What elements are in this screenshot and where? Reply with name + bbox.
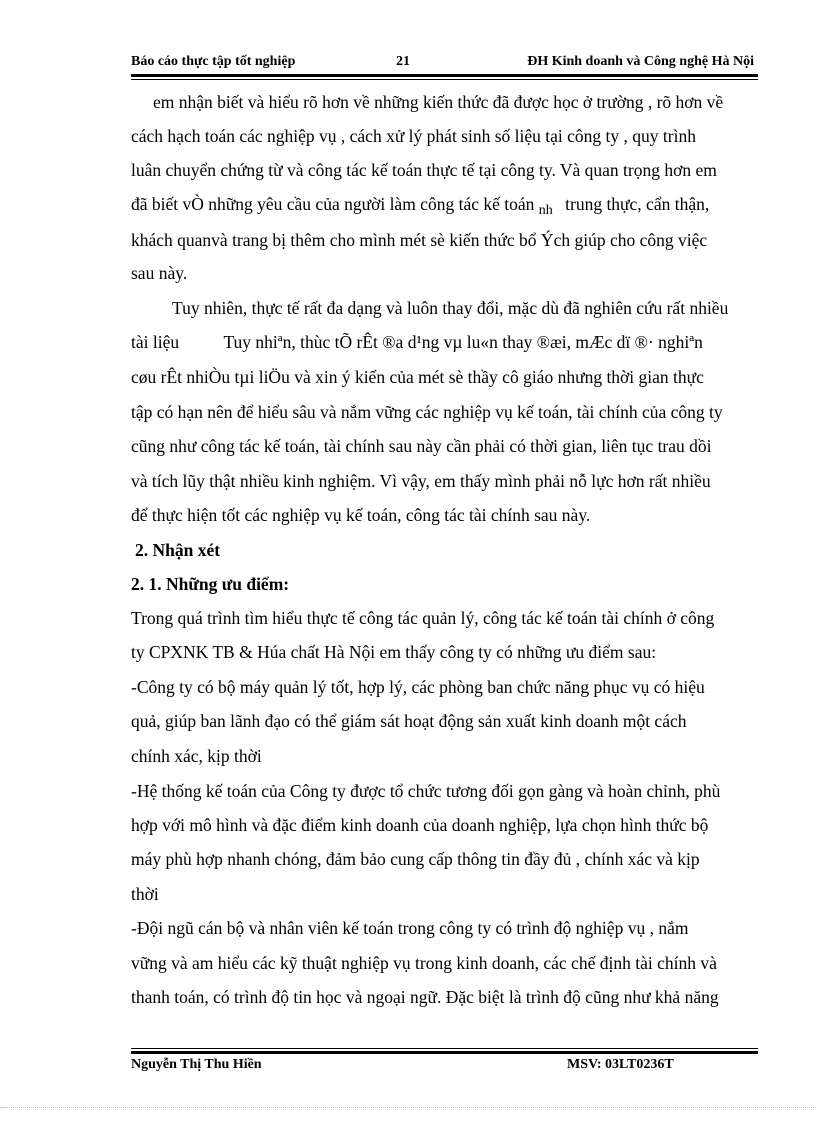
- body-line: cách hạch toán các nghiệp vụ , cách xử lý phát sinh số liệu tại công ty , quy trình: [131, 126, 696, 146]
- body-line: thanh toán, có trình độ tin học và ngoại ngữ. Đặc biệt là trình độ cũng như khả năng: [131, 987, 719, 1007]
- footer-author: Nguyễn Thị Thu Hiền: [131, 1057, 262, 1072]
- body-line-part: đã biết vÒ những yêu cầu của người làm công tác kế toán: [131, 194, 535, 214]
- body-line-part: trung thực, cẩn thận,: [565, 194, 710, 214]
- body-line: tập có hạn nên để hiểu sâu và nắm vững các nghiệp vụ kế toán, tài chính của công ty: [131, 402, 723, 422]
- body-line: em nhận biết và hiểu rõ hơn về những kiến thức đã được học ở trường , rõ hơn về: [153, 92, 724, 112]
- body-line: thời: [131, 884, 159, 904]
- body-line: [131, 193, 709, 218]
- body-line-subscript: nh: [538, 203, 553, 218]
- body-line: để thực hiện tốt các nghiệp vụ kế toán, công tác tài chính sau này.: [131, 505, 591, 525]
- body-line-part: Tuy nhiªn, thùc tÕ rÊt ®a d¹ng vµ lu«n thay ®æi, mÆc dï ®· nghiªn: [223, 332, 703, 352]
- body-line: sau này.: [131, 263, 188, 283]
- header-report-title: Báo cáo thực tập tốt nghiệp: [131, 54, 296, 69]
- footer-rule-thick: [131, 1051, 758, 1054]
- header-page-number: 21: [396, 54, 410, 69]
- body-line: quả, giúp ban lãnh đạo có thể giám sát hoạt động sản xuất kinh doanh một cách: [131, 711, 687, 731]
- page-bottom-edge: [0, 1107, 816, 1108]
- body-line: máy phù hợp nhanh chóng, đảm bảo cung cấp thông tin đầy đủ , chính xác và kịp: [131, 849, 700, 869]
- body-line-part: tài liệu: [131, 332, 180, 352]
- body-line: cũng như công tác kế toán, tài chính sau này cần phải có thời gian, liên tục trau dồi: [131, 436, 712, 456]
- body-line: luân chuyển chứng từ và công tác kế toán thực tế tại công ty. Và quan trọng hơn em: [131, 160, 717, 180]
- section-heading: 2. Nhận xét: [135, 540, 221, 560]
- body-line: Tuy nhiên, thực tế rất đa dạng và luôn thay đổi, mặc dù đã nghiên cứu rất nhiều: [172, 298, 729, 318]
- body-line: -Hệ thống kế toán của Công ty được tổ chức tương đối gọn gàng và hoàn chỉnh, phù: [131, 781, 721, 801]
- header-rule-thin: [131, 79, 758, 80]
- body-line: cøu rÊt nhiÒu tµi liÖu và xin ý kiến của mét sè thầy cô giáo nhưng thời gian thực: [131, 367, 704, 387]
- body-line: ty CPXNK TB & Húa chất Hà Nội em thấy công ty có những ưu điểm sau:: [131, 642, 657, 662]
- body-line: hợp với mô hình và đặc điểm kinh doanh của doanh nghiệp, lựa chọn hình thức bộ: [131, 815, 709, 835]
- page-header: [131, 52, 754, 72]
- footer-student-id: MSV: 03LT0236T: [567, 1057, 674, 1072]
- body-line: -Công ty có bộ máy quản lý tốt, hợp lý, các phòng ban chức năng phục vụ có hiệu: [131, 677, 705, 697]
- body-line: [131, 331, 703, 353]
- body-line: -Đội ngũ cán bộ và nhân viên kế toán trong công ty có trình độ nghiệp vụ , nắm: [131, 918, 689, 938]
- body-line: vững và am hiểu các kỹ thuật nghiệp vụ trong kinh doanh, các chế định tài chính và: [131, 953, 717, 973]
- body-line: Trong quá trình tìm hiểu thực tế công tác quản lý, công tác kế toán tài chính ở công: [131, 608, 715, 628]
- body-line: và tích lũy thật nhiều kinh nghiệm. Vì vậy, em thấy mình phải nỗ lực hơn rất nhiều: [131, 471, 711, 491]
- body-line: khách quanvà trang bị thêm cho mình mét sè kiến thức bổ Ých giúp cho công việc: [131, 230, 708, 250]
- footer-rule-thin: [131, 1048, 758, 1049]
- body-line: chính xác, kịp thời: [131, 746, 262, 766]
- subsection-heading: 2. 1. Những ưu điểm:: [131, 574, 290, 594]
- header-university: ĐH Kinh doanh và Công nghệ Hà Nội: [527, 54, 754, 69]
- header-rule-thick: [131, 74, 758, 77]
